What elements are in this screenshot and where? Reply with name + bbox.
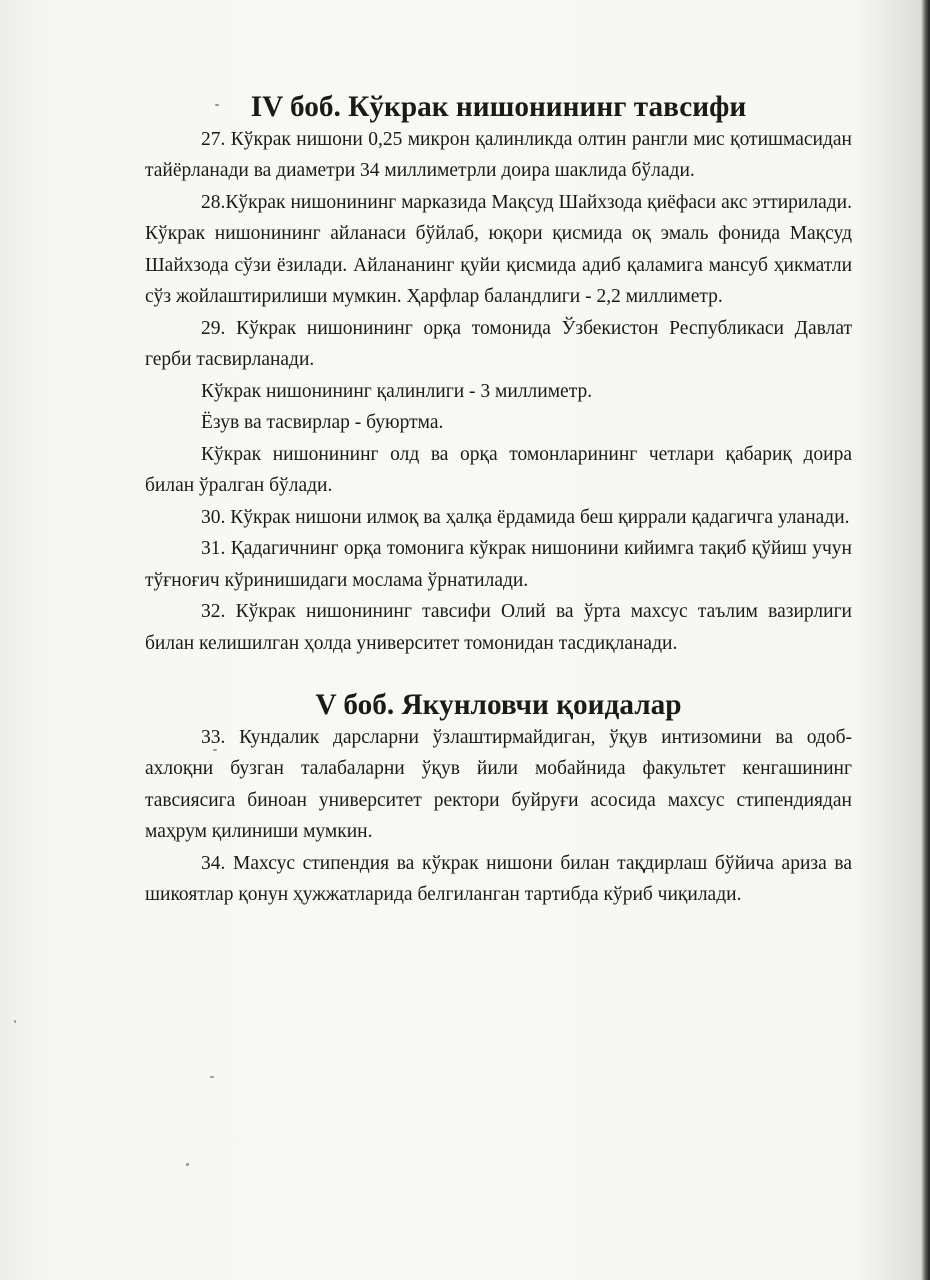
paragraph-29: 29. Кўкрак нишонининг орқа томонида Ўзбекистон Республикаси Давлат герби тасвирланади. <box>145 317 852 370</box>
section-heading-v: V боб. Якунловчи қоидалар <box>315 689 682 721</box>
scan-speck <box>186 1163 189 1166</box>
paragraph-thickness: Кўкрак нишонининг қалинлиги - 3 миллиметр. <box>201 380 593 402</box>
paragraph-34: 34. Махсус стипендия ва кўкрак нишони билан тақдирлаш бўйича ариза ва шикоятлар қонун ҳужжатларида белгиланган тартибда кўриб чиқилади. <box>145 852 852 905</box>
paragraph-30: 30. Кўкрак нишони илмоқ ва ҳалқа ёрдамида беш қиррали қадагичга уланади. <box>201 506 850 528</box>
paragraph-inscriptions: Ёзув ва тасвирлар - буюртма. <box>201 412 444 433</box>
document-body <box>145 92 852 911</box>
paragraph-edges: Кўкрак нишонининг олд ва орқа томонларининг четлари қабариқ доира билан ўралган бўлади. <box>145 443 852 496</box>
paragraph-27: 27. Кўкрак нишони 0,25 микрон қалинликда олтин рангли мис қотишмасидан тайёрланади ва диаметри 34 миллиметрли доира шаклида бўлади. <box>145 128 852 181</box>
paragraph-31: 31. Қадагичнинг орқа томонига кўкрак нишонини кийимга тақиб қўйиш учун тўғноғич кўринишидаги мослама ўрнатилади. <box>145 538 852 591</box>
scan-speck <box>210 1076 214 1078</box>
paragraph-28: 28.Кўкрак нишонининг марказида Мақсуд Шайхзода қиёфаси акс эттирилади. Кўкрак нишонининг айланаси бўйлаб, юқори қисмида оқ эмаль фонида Мақсуд Шайхзода сўзи ёзилади. Айлананинг қуйи қисмида адиб қаламига мансуб ҳикматли сўз жойлаштирилиши мумкин. Ҳарфлар баландлиги - 2,2 миллиметр. <box>145 191 852 307</box>
page-edge-shadow <box>922 0 930 1280</box>
paragraph-33: 33. Кундалик дарсларни ўзлаштирмайдиган, ўқув интизомини ва одоб-ахлоқни бузган талабаларни ўқув йили мобайнида факультет кенгашининг тавсиясига биноан университет ректори буйруғи асосида махсус стипендиядан маҳрум қилиниши мумкин. <box>145 726 852 842</box>
scan-speck <box>14 1020 16 1023</box>
paragraph-32: 32. Кўкрак нишонининг тавсифи Олий ва ўрта махсус таълим вазирлиги билан келишилган ҳолда университет томонидан тасдиқланади. <box>145 601 852 654</box>
section-heading-iv: IV боб. Кўкрак нишонининг тавсифи <box>250 91 747 123</box>
